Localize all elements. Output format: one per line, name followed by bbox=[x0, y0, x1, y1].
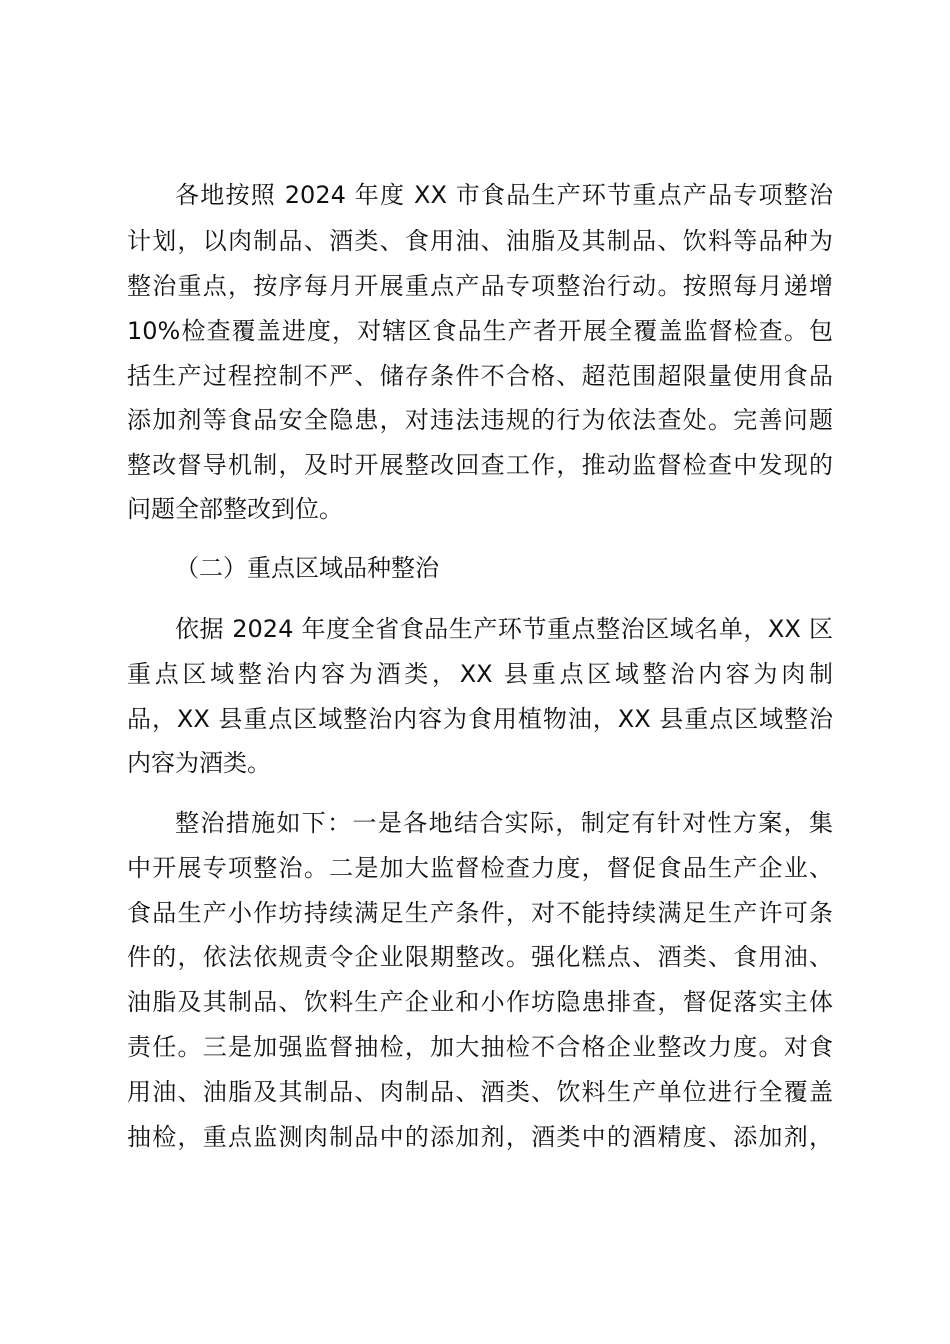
paragraph-line: 抽检，重点监测肉制品中的添加剂，酒类中的酒精度、添加剂， bbox=[127, 1123, 833, 1151]
paragraph-line: 依据 2024 年度全省食品生产环节重点整治区域名单，XX 区 bbox=[175, 615, 833, 643]
paragraph-line: 用油、油脂及其制品、肉制品、酒类、饮料生产单位进行全覆盖 bbox=[127, 1078, 833, 1106]
paragraph-line: 中开展专项整治。二是加大监督检查力度，督促食品生产企业、 bbox=[127, 854, 833, 882]
paragraph-line: 整改督导机制，及时开展整改回查工作，推动监督检查中发现的 bbox=[127, 451, 833, 479]
paragraph-line: 品，XX 县重点区域整治内容为食用植物油，XX 县重点区域整治 bbox=[127, 705, 833, 733]
paragraph-line: 油脂及其制品、饮料生产企业和小作坊隐患排查，督促落实主体 bbox=[127, 988, 833, 1016]
paragraph-line: 重点区域整治内容为酒类，XX 县重点区域整治内容为肉制 bbox=[127, 660, 833, 688]
paragraph-line: 责任。三是加强监督抽检，加大抽检不合格企业整改力度。对食 bbox=[127, 1033, 833, 1061]
paragraph-line: 问题全部整改到位。 bbox=[127, 495, 343, 523]
paragraph-line: 整治措施如下：一是各地结合实际，制定有针对性方案，集 bbox=[175, 809, 833, 837]
paragraph-line: 内容为酒类。 bbox=[127, 749, 271, 777]
paragraph-line: 各地按照 2024 年度 XX 市食品生产环节重点产品专项整治 bbox=[175, 181, 833, 209]
paragraph-line: 10%检查覆盖进度，对辖区食品生产者开展全覆盖监督检查。包 bbox=[127, 317, 833, 345]
paragraph-line: 添加剂等食品安全隐患，对违法违规的行为依法查处。完善问题 bbox=[127, 406, 833, 434]
paragraph-line: 括生产过程控制不严、储存条件不合格、超范围超限量使用食品 bbox=[127, 362, 833, 390]
paragraph-line: 件的，依法依规责令企业限期整改。强化糕点、酒类、食用油、 bbox=[127, 943, 833, 971]
section-heading: （二）重点区域品种整治 bbox=[175, 554, 439, 582]
paragraph-line: 整治重点，按序每月开展重点产品专项整治行动。按照每月递增 bbox=[127, 272, 833, 300]
paragraph-line: 计划，以肉制品、酒类、食用油、油脂及其制品、饮料等品种为 bbox=[127, 227, 833, 255]
paragraph-line: 食品生产小作坊持续满足生产条件，对不能持续满足生产许可条 bbox=[127, 899, 833, 927]
